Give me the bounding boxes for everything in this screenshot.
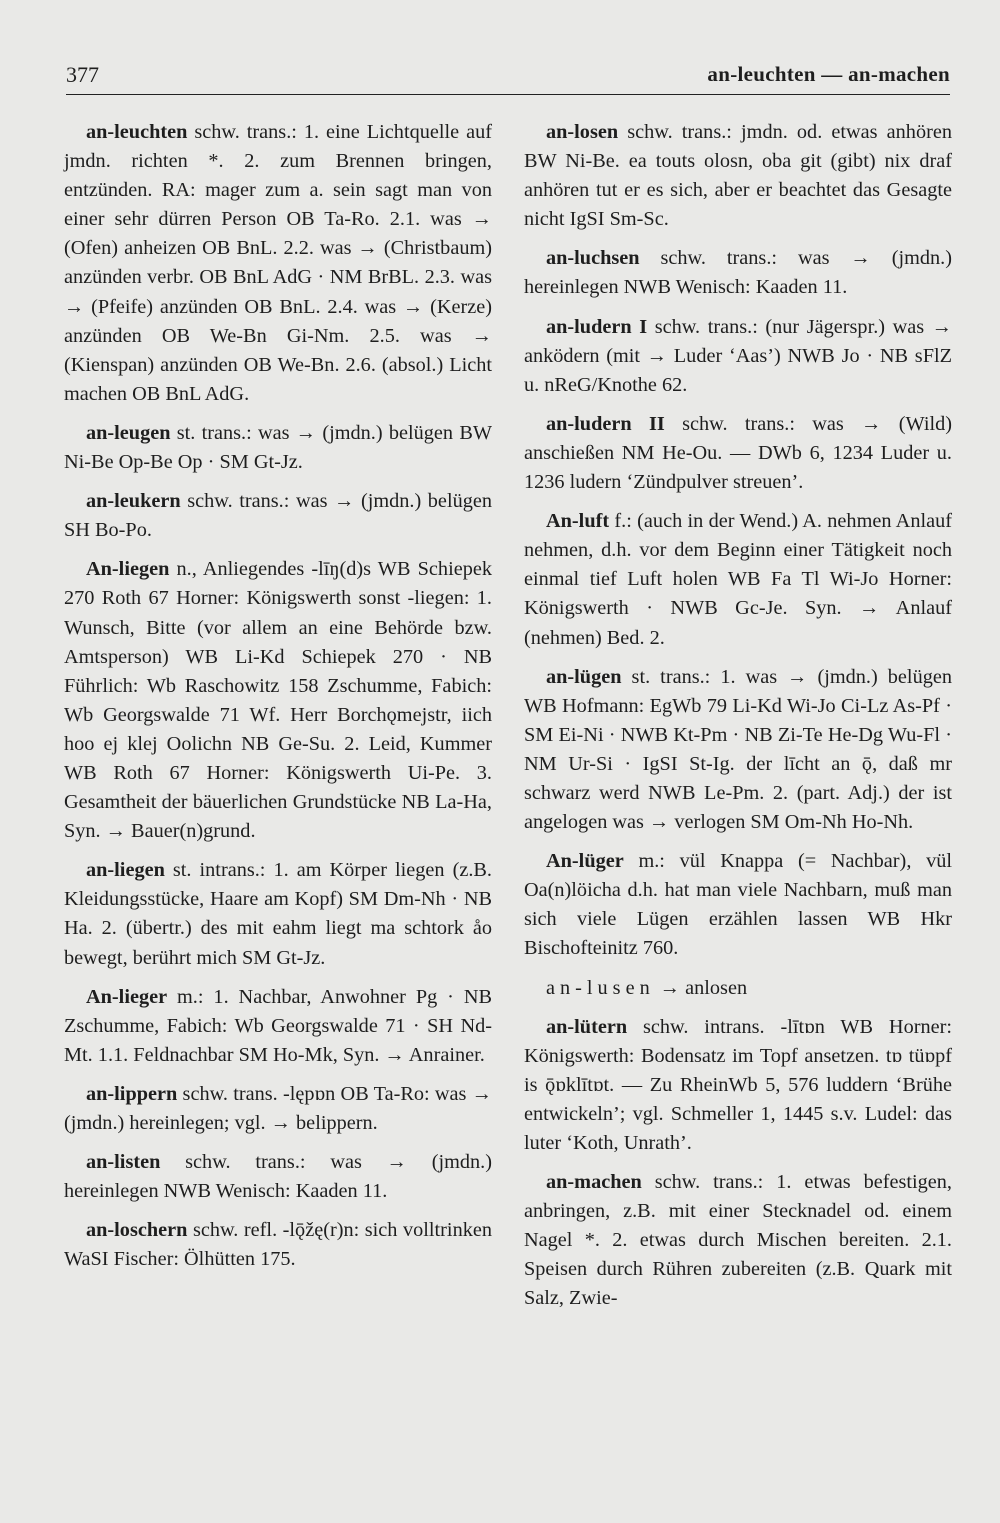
dictionary-entry: [524, 507, 952, 652]
dictionary-entry: [64, 1216, 492, 1274]
entry-body: schw. trans.: (nur Jägerspr.) was → anködern (mit → Luder ‘Aas’) NWB Jo · NB sFlZ u. nReG/Knothe 62.: [524, 315, 952, 396]
headword: an-lusen: [546, 976, 655, 999]
headword: An-lieger: [86, 985, 168, 1008]
dictionary-entry: [524, 1168, 952, 1313]
headword: an-loschern: [86, 1219, 188, 1242]
entry-body: m.: 1. Nachbar, Anwohner Pg · NB Zschumme, Fabich: Wb Georgswalde 71 · SH Nd-Mt. 1.1. Feldnachbar SM Ho-Mk, Syn. → Anrainer.: [64, 985, 492, 1066]
headword: an-losen: [546, 121, 619, 143]
running-head: an-leuchten — an-machen: [707, 62, 950, 86]
entry-body: → anlosen: [654, 976, 748, 999]
dictionary-entry: [524, 244, 952, 302]
headword: an-liegen: [86, 859, 165, 882]
headword: an-lügen: [546, 665, 622, 688]
entry-body: schw. trans.: 1. eine Lichtquelle auf jmdn. richten *. 2. zum Brennen bringen, entzünden. RA: mager zum a. sein sagt man von einer sehr dürren Person OB Ta-Ro. 2.1. was → (Ofen) anheizen OB BnL. 2.2. was → (Christbaum) anzünden verbr. OB BnL AdG · NM BrBL. 2.3. was → (Pfeife) anzünden OB BnL. 2.4. was → (Kerze) anzünden OB We-Bn Gi-Nm. 2.5. was → (Kienspan) anzünden OB We-Bn. 2.6. (absol.) Licht machen OB BnL AdG.: [64, 121, 492, 405]
dictionary-entry: [64, 1148, 492, 1206]
entry-body: schw. trans.: was → (Wild) anschießen NM He-Ou. — DWb 6, 1234 Luder u. 1236 ludern ‘Zündpulver streuen’.: [524, 412, 952, 494]
entry-body: n., Anliegendes -līŋ(d)s WB Schiepek 270 Roth 67 Horner: Königswerth sonst -liegen: 1. Wunsch, Bitte (vor allem an eine Behörde bzw. Amtsperson) WB Li-Kd Schiepek 270 · NB Führlich: Wb Raschowitz 158 Zschumme, Fabich: Wb Georgswalde 71 Wf. Herr Borchǫmejstr, iich hoo ej klej Oolichn NB Ge-Su. 2. Leid, Kummer WB Roth 67 Horner: Königswerth Ui-Pe. 3. Gesamtheit der bäuerlichen Grundstücke NB La-Ha, Syn. → Bauer(n)grund.: [64, 558, 492, 843]
headword: an-lütern: [546, 1015, 628, 1038]
headword: an-ludern I: [546, 315, 648, 338]
entry-body: schw. trans.: 1. etwas befestigen, anbringen, z.B. mit einer Stecknadel od. einem Nagel *. 2. etwas durch Mischen bereiten. 2.1. Speisen durch Rühren zubereiten (z.B. Quark mit Salz, Zwie-: [524, 1171, 952, 1310]
dictionary-entry: [64, 1080, 492, 1138]
headword: an-luchsen: [546, 247, 640, 270]
dictionary-entry: [64, 983, 492, 1070]
entry-body: schw. trans.: was → (jmdn.) hereinlegen NWB Wenisch: Kaaden 11.: [64, 1151, 492, 1203]
dictionary-entry: [524, 663, 952, 838]
headword: An-lüger: [546, 850, 624, 873]
left-column: [64, 118, 492, 1284]
dictionary-entry: [524, 1013, 952, 1158]
page-header: [66, 58, 950, 95]
entry-body: schw. intrans. -lītɒn WB Horner: Königswerth: Bodensatz im Topf ansetzen. tɒ tüɒpf is ǭɒklītɒt. — Zu RheinWb 5, 576 luddern ‘Brühe entwickeln’; vgl. Schmeller 1, 1445 s.v. Ludel: das luter ‘Koth, Unrath’.: [524, 1015, 952, 1154]
dictionary-entry: [524, 847, 952, 963]
entry-body: st. intrans.: 1. am Körper liegen (z.B. Kleidungsstücke, Haare am Kopf) SM Dm-Nh · NB Ha. 2. (übertr.) des mit eahm liegt ma schtork åo bewegt, berührt mich SM Gt-Jz.: [64, 859, 492, 969]
page-number: 377: [66, 62, 99, 87]
right-column: [524, 118, 952, 1324]
entry-body: m.: vül Knappa (= Nachbar), vül Oa(n)löicha d.h. hat man viele Nachbarn, muß man sich viele Lügen erzählen lassen WB Hkr Bischofteinitz 760.: [524, 850, 952, 960]
dictionary-entry: [64, 419, 492, 477]
entry-body: st. trans.: 1. was → (jmdn.) belügen WB Hofmann: EgWb 79 Li-Kd Wi-Jo Ci-Lz As-Pf · SM Ei-Ni · NWB Kt-Pm · NB Zi-Te He-Dg Wu-Fl · NM Ur-Si · IgSI St-Ig. der līcht an ǭ, daß mr schwarz werd NWB Le-Pm. 2. (part. Adj.) der ist angelogen was → verlogen SM Om-Nh Ho-Nh.: [524, 665, 952, 834]
headword: An-luft: [546, 510, 610, 533]
dictionary-entry: [524, 118, 952, 234]
entry-body: schw. trans.: was → (jmdn.) hereinlegen NWB Wenisch: Kaaden 11.: [524, 247, 952, 299]
headword: an-leugen: [86, 421, 171, 444]
headword: an-lippern: [86, 1082, 178, 1105]
headword: an-listen: [86, 1151, 161, 1174]
dictionary-entry: [64, 856, 492, 972]
headword: an-ludern II: [546, 412, 665, 435]
headword: an-leukern: [86, 490, 181, 513]
headword: an-leuchten: [86, 121, 188, 143]
dictionary-entry: [524, 313, 952, 400]
headword: an-machen: [546, 1171, 642, 1194]
entry-body: schw. refl. -lǭžę(r)n: sich volltrinken WaSI Fischer: Ölhütten 175.: [64, 1219, 492, 1271]
headword: An-liegen: [86, 558, 170, 581]
dictionary-entry: [524, 974, 952, 1003]
entry-body: schw. trans.: was → (jmdn.) belügen SH Bo-Po.: [64, 490, 492, 542]
entry-body: st. trans.: was → (jmdn.) belügen BW Ni-Be Op-Be Op · SM Gt-Jz.: [64, 421, 492, 474]
entry-body: schw. trans.: jmdn. od. etwas anhören BW Ni-Be. ea touts olosn, oba git (gibt) nix draf anhören tut er es sich, aber er beachtet das Gesagte nicht IgSI Sm-Sc.: [524, 121, 952, 231]
dictionary-entry: [64, 487, 492, 545]
entry-body: f.: (auch in der Wend.) A. nehmen Anlauf nehmen, d.h. vor dem Beginn einer Tätigkeit noch einmal tief Luft holen WB Fa Tl Wi-Jo Horner: Königswerth · NWB Gc-Je. Syn. → Anlauf (nehmen) Bed. 2.: [524, 510, 952, 649]
entry-body: schw. trans. -lępɒn OB Ta-Ro: was → (jmdn.) hereinlegen; vgl. → belippern.: [64, 1082, 492, 1134]
dictionary-entry: [64, 118, 492, 409]
dictionary-entry: [524, 410, 952, 497]
dictionary-entry: [64, 555, 492, 846]
